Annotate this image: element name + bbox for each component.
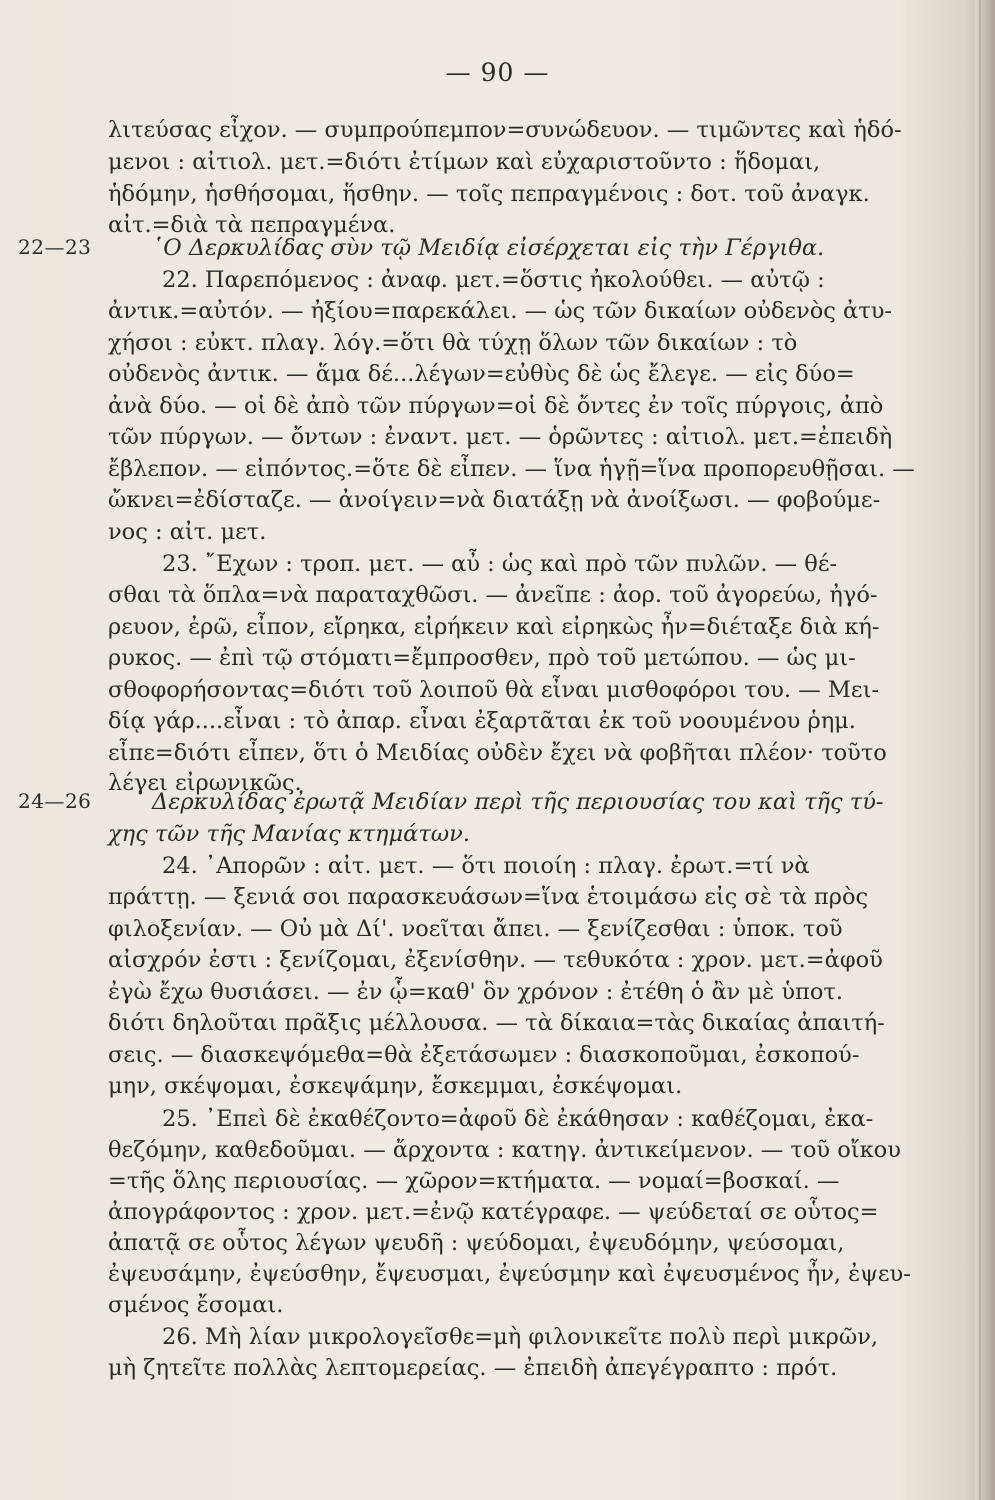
margin-reference: 24—26 bbox=[18, 789, 92, 813]
text-line: 24. ᾿Απορῶν : αἰτ. μετ. — ὅτι ποιοίη : πλαγ. ἐρωτ.=τί νὰ bbox=[162, 853, 810, 879]
text-line: φιλοξενίαν. — Οὐ μὰ Δί'. νοεῖται ἄπει. — ξενίζεσθαι : ὑποκ. τοῦ bbox=[108, 916, 843, 942]
text-line: νος : αἰτ. μετ. bbox=[108, 519, 267, 545]
page-edge-line bbox=[979, 0, 981, 1500]
text-line: διότι δηλοῦται πρᾶξις μέλλουσα. — τὰ δίκαια=τὰς δικαίας ἀπαιτή- bbox=[108, 1010, 885, 1036]
text-line: εἶπε=διότι εἶπεν, ὅτι ὁ Μειδίας οὐδὲν ἔχει νὰ φοβῆται πλέον· τοῦτο bbox=[108, 740, 887, 766]
section-heading: ῾Ο Δερκυλίδας σὺν τῷ Μειδίᾳ εἰσέρχεται εἰς τὴν Γέργιθα. bbox=[152, 235, 825, 261]
text-line: ρευον, ἐρῶ, εἶπον, εἴρηκα, εἰρήκειν καὶ εἰρηκὼς ἦν=διέταξε διὰ κή- bbox=[108, 614, 880, 640]
text-line: 22. Παρεπόμενος : ἀναφ. μετ.=ὅστις ἠκολούθει. — αὐτῷ : bbox=[162, 267, 825, 293]
text-line: αἰτ.=διὰ τὰ πεπραγμένα. bbox=[108, 212, 396, 238]
text-line: σθαι τὰ ὅπλα=νὰ παραταχθῶσι. — ἀνεῖπε : ἀορ. τοῦ ἀγορεύω, ἠγό- bbox=[108, 582, 878, 608]
text-line: μην, σκέψομαι, ἐσκεψάμην, ἔσκεμμαι, ἐσκέψομαι. bbox=[108, 1073, 683, 1099]
text-line: ἐγὼ ἔχω θυσιάσει. — ἐν ᾧ=καθ' ὃν χρόνον : ἐτέθη ὁ ἂν μὲ ὑποτ. bbox=[108, 979, 843, 1005]
text-line: αἰσχρόν ἐστι : ξενίζομαι, ἐξενίσθην. — τεθυκότα : χρον. μετ.=ἀφοῦ bbox=[108, 947, 883, 973]
text-line: πράττῃ. — ξενιά σοι παρασκευάσων=ἵνα ἑτοιμάσω εἰς σὲ τὰ πρὸς bbox=[108, 884, 869, 910]
text-line: μενοι : αἰτιολ. μετ.=διότι ἐτίμων καὶ εὐχαριστοῦντο : ἥδομαι, bbox=[108, 149, 821, 175]
section-heading: Δερκυλίδας ἐρωτᾷ Μειδίαν περὶ τῆς περιουσίας του καὶ τῆς τύ- bbox=[152, 789, 884, 815]
text-line: =τῆς ὅλης περιουσίας. — χῶρον=κτήματα. — νομαί=βοσκαί. — bbox=[108, 1168, 840, 1194]
text-line: ἀνὰ δύο. — οἱ δὲ ἀπὸ τῶν πύργων=οἱ δὲ ὄντες ἐν τοῖς πύργοις, ἀπὸ bbox=[108, 393, 884, 419]
text-line: ἀπατᾷ σε οὗτος λέγων ψευδῆ : ψεύδομαι, ἐψευδόμην, ψεύσομαι, bbox=[108, 1230, 845, 1256]
text-line: 25. ᾿Επεὶ δὲ ἐκαθέζοντο=ἀφοῦ δὲ ἐκάθησαν : καθέζομαι, ἐκα- bbox=[162, 1106, 874, 1132]
text-line: ὤκνει=ἐδίσταζε. — ἀνοίγειν=νὰ διατάξῃ νὰ ἀνοίξωσι. — φοβούμε- bbox=[108, 487, 881, 513]
text-line: δίᾳ γάρ....εἶναι : τὸ ἀπαρ. εἶναι ἐξαρτᾶται ἐκ τοῦ νοουμένου ῥημ. bbox=[108, 708, 856, 734]
text-line: ἡδόμην, ἡσθήσομαι, ἥσθην. — τοῖς πεπραγμένοις : δοτ. τοῦ ἀναγκ. bbox=[108, 181, 870, 207]
text-line: ρυκος. — ἐπὶ τῷ στόματι=ἔμπροσθεν, πρὸ τοῦ μετώπου. — ὡς μι- bbox=[108, 645, 856, 671]
text-line: οὐδενὸς ἀντικ. — ἅμα δέ...λέγων=εὐθὺς δὲ ὡς ἔλεγε. — εἰς δύο= bbox=[108, 361, 855, 387]
text-line: 23. ῎Εχων : τροπ. μετ. — αὖ : ὡς καὶ πρὸ τῶν πυλῶν. — θέ- bbox=[162, 551, 838, 577]
text-line: τῶν πύργων. — ὄντων : ἐναντ. μετ. — ὁρῶντες : αἰτιολ. μετ.=ἐπειδὴ bbox=[108, 424, 893, 450]
text-line: ἔβλεπον. — εἰπόντος.=ὅτε δὲ εἶπεν. — ἵνα ἡγῇ=ἵνα προπορευθῇσαι. — bbox=[108, 456, 915, 482]
text-line: θεζόμην, καθεδοῦμαι. — ἄρχοντα : κατηγ. ἀντικείμενον. — τοῦ οἴκου bbox=[108, 1137, 901, 1163]
text-line: ἀπογράφοντος : χρον. μετ.=ἐνῷ κατέγραφε. — ψεύδεταί σε οὗτος= bbox=[108, 1199, 879, 1225]
text-line: χήσοι : εὐκτ. πλαγ. λόγ.=ὅτι θὰ τύχῃ ὅλων τῶν δικαίων : τὸ bbox=[108, 330, 798, 356]
text-line: 26. Μὴ λίαν μικρολογεῖσθε=μὴ φιλονικεῖτε πολὺ περὶ μικρῶν, bbox=[162, 1324, 879, 1350]
page-edge-shadow bbox=[975, 0, 995, 1500]
text-line: λέγει εἰρωνικῶς. bbox=[108, 770, 302, 796]
margin-reference: 22—23 bbox=[18, 235, 92, 259]
text-line: σμένος ἔσομαι. bbox=[108, 1292, 284, 1318]
text-line: σθοφορήσοντας=διότι τοῦ λοιποῦ θὰ εἶναι μισθοφόροι του. — Μει- bbox=[108, 677, 879, 703]
text-line: ἀντικ.=αὐτόν. — ἠξίου=παρεκάλει. — ὡς τῶν δικαίων οὐδενὸς ἀτυ- bbox=[108, 298, 892, 324]
text-line: λιτεύσας εἶχον. — συμπρούπεμπον=συνώδευον. — τιμῶντες καὶ ἡδό- bbox=[108, 117, 902, 143]
text-line: ἐψευσάμην, ἐψεύσθην, ἔψευσμαι, ἐψεύσμην καὶ ἐψευσμένος ἦν, ἐψευ- bbox=[108, 1261, 911, 1287]
page-number: — 90 — bbox=[445, 58, 550, 87]
section-heading: χης τῶν τῆς Μανίας κτημάτων. bbox=[108, 821, 470, 847]
text-line: σεις. — διασκεψόμεθα=θὰ ἐξετάσωμεν : διασκοποῦμαι, ἐσκοπού- bbox=[108, 1042, 860, 1068]
text-line: μὴ ζητεῖτε πολλὰς λεπτομερείας. — ἐπειδὴ ἀπεγέγραπτο : πρότ. bbox=[108, 1355, 838, 1381]
